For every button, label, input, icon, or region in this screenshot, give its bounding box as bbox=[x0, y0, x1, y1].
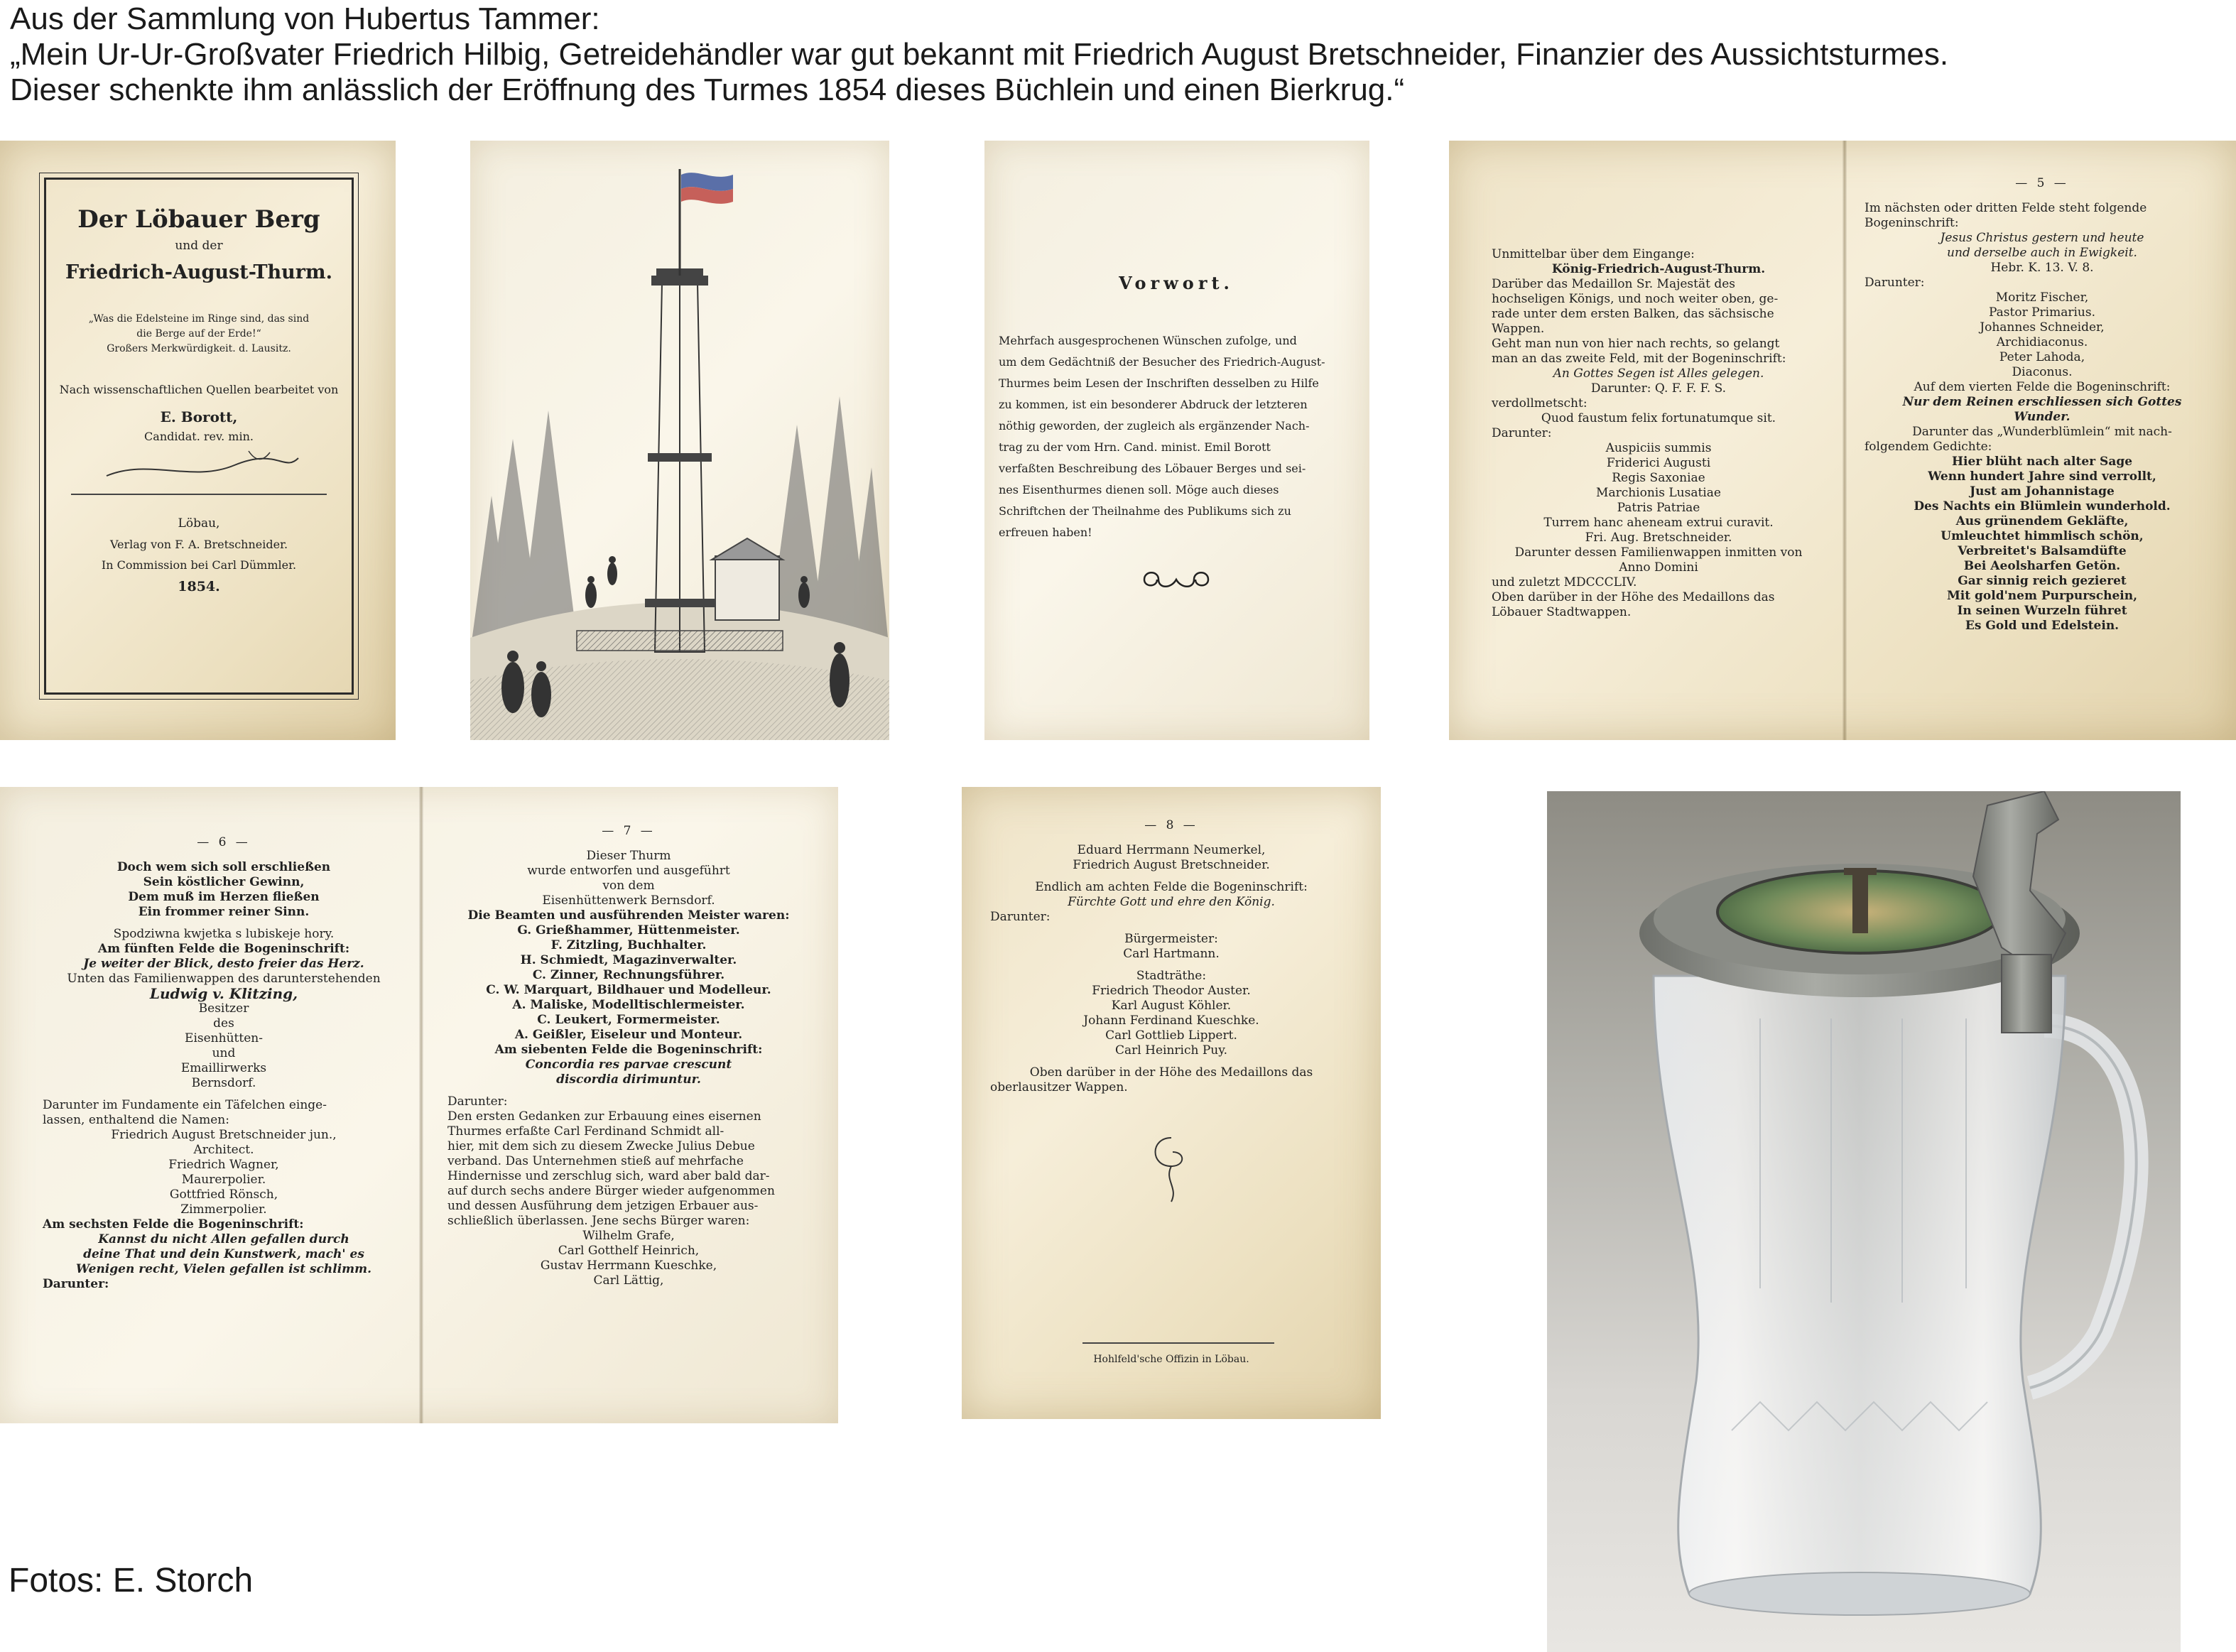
page-line: Darüber das Medaillon Sr. Majestät des bbox=[1492, 277, 1736, 291]
page-line: Bernsdorf. bbox=[191, 1076, 256, 1090]
page-line: discordia dirimuntur. bbox=[556, 1072, 701, 1087]
beer-stein-image bbox=[1547, 791, 2181, 1652]
page-line: und zuletzt MDCCCLIV. bbox=[1492, 575, 1637, 589]
page-line: Gar sinnig reich gezieret bbox=[1958, 574, 2127, 588]
preface-heading: Vorwort. bbox=[1119, 273, 1234, 293]
preface-line: um dem Gedächtniß der Besucher des Friedrich-August- bbox=[999, 355, 1325, 369]
page-line: folgendem Gedichte: bbox=[1865, 440, 1992, 454]
page-line: Umleuchtet himmlisch schön, bbox=[1941, 529, 2144, 543]
page-line: oberlausitzer Wappen. bbox=[990, 1080, 1128, 1094]
page-line: Anno Domini bbox=[1619, 560, 1698, 575]
book-title: Der Löbauer Berg bbox=[77, 205, 320, 234]
page-line: F. Zitzling, Buchhalter. bbox=[550, 938, 707, 952]
page-line: Wunder. bbox=[2014, 410, 2071, 424]
page-line: In seinen Wurzeln führet bbox=[1957, 604, 2127, 618]
page-line: Nur dem Reinen erschliessen sich Gottes bbox=[1902, 395, 2182, 409]
page-line: hier, mit dem sich zu diesem Zwecke Julius Debue bbox=[447, 1139, 755, 1153]
page-line: Regis Saxoniae bbox=[1612, 471, 1705, 485]
page-line: Geht man nun von hier nach rechts, so gelangt bbox=[1492, 337, 1780, 351]
preface-line: erfreuen haben! bbox=[999, 526, 1092, 539]
page-line: Gustav Herrmann Kueschke, bbox=[540, 1259, 717, 1273]
page-line: Spodziwna kwjetka s lubiskeje hory. bbox=[113, 927, 335, 941]
page-line: Wappen. bbox=[1492, 322, 1545, 336]
page-line: und bbox=[212, 1046, 236, 1060]
printer-note-wrap bbox=[990, 1352, 1352, 1367]
page-line: Es Gold und Edelstein. bbox=[1965, 619, 2120, 633]
author-name: E. Borott, bbox=[160, 408, 238, 425]
page-line: Carl Lättig, bbox=[593, 1273, 664, 1288]
commission: In Commission bei Carl Dümmler. bbox=[101, 558, 297, 572]
photo-beer-stein bbox=[1547, 791, 2181, 1652]
page-line: Darunter: bbox=[447, 1094, 508, 1109]
page-line: Just am Johannistage bbox=[1970, 484, 2115, 499]
title-page-text bbox=[50, 205, 348, 594]
page-line: Ein frommer reiner Sinn. bbox=[138, 905, 310, 919]
page-line: Darunter im Fundamente ein Täfelchen einge- bbox=[43, 1098, 327, 1112]
page-5-text bbox=[1865, 176, 2220, 634]
page-line: rade unter dem ersten Balken, das sächsische bbox=[1492, 307, 1774, 321]
page-number: — 5 — bbox=[2015, 176, 2069, 190]
page-line: Darunter: Q. F. F. F. S. bbox=[1590, 381, 1727, 396]
photo-preface-page bbox=[984, 141, 1369, 740]
page-line: Karl August Köhler. bbox=[1111, 999, 1232, 1013]
publisher-place: Löbau, bbox=[178, 516, 220, 531]
page-line: Darunter dessen Familienwappen inmitten von bbox=[1514, 545, 1803, 560]
page-line: verdollmetscht: bbox=[1492, 396, 1588, 411]
page-line: wurde entworfen und ausgeführt bbox=[527, 864, 730, 878]
preface-text bbox=[999, 273, 1354, 594]
page-line: und dessen Ausführung dem jetzigen Erbauer aus- bbox=[447, 1199, 759, 1213]
page-line: H. Schmiedt, Magazinverwalter. bbox=[520, 953, 737, 967]
page-line: Auspiciis summis bbox=[1605, 441, 1712, 455]
page-line: Carl Gottlieb Lippert. bbox=[1105, 1028, 1237, 1043]
page-line: Die Beamten und ausführenden Meister waren: bbox=[467, 908, 790, 923]
page-line: Oben darüber in der Höhe des Medaillons das bbox=[1029, 1065, 1313, 1080]
caption-line-3: Dieser schenkte ihm anlässlich der Eröffnung des Turmes 1854 dieses Büchlein und einen Bierkrug.“ bbox=[10, 72, 1405, 107]
page-line: Darunter das „Wunderblümlein“ mit nach- bbox=[1912, 425, 2172, 439]
page-line: Verbreitet's Balsamdüfte bbox=[1958, 544, 2127, 558]
page-line: Friedrich Wagner, bbox=[168, 1158, 279, 1172]
page-line: Sein köstlicher Gewinn, bbox=[143, 875, 305, 889]
page-4-text bbox=[1492, 247, 1825, 620]
page-line: Hier blüht nach alter Sage bbox=[1951, 455, 2133, 469]
page-line: hochseligen Königs, und noch weiter oben, ge- bbox=[1492, 292, 1779, 306]
page-line: Unmittelbar über dem Eingange: bbox=[1492, 247, 1695, 261]
page-line: Friedrich August Bretschneider jun., bbox=[111, 1128, 337, 1142]
preface-line: Schriftchen der Theilnahme des Publikums sich zu bbox=[999, 504, 1291, 518]
page-line: Besitzer bbox=[198, 1001, 249, 1016]
page-line: Peter Lahoda, bbox=[1999, 350, 2085, 364]
page-line: Darunter: bbox=[990, 910, 1051, 924]
page-line: Friderici Augusti bbox=[1606, 456, 1711, 470]
page-line: Aus grünendem Gekläfte, bbox=[1955, 514, 2129, 528]
book-und: und der bbox=[175, 239, 223, 253]
page-line: Architect. bbox=[193, 1143, 254, 1157]
page-line: Darunter: bbox=[1865, 276, 1925, 290]
page-line: Carl Gotthelf Heinrich, bbox=[558, 1244, 700, 1258]
photo-tower-engraving bbox=[470, 141, 889, 740]
page-line: Eisenhüttenwerk Bernsdorf. bbox=[542, 893, 715, 908]
photo-credit: Fotos: E. Storch bbox=[9, 1562, 254, 1599]
page-line: Am fünften Felde die Bogeninschrift: bbox=[97, 942, 350, 956]
page-line: Thurmes erfaßte Carl Ferdinand Schmidt all- bbox=[447, 1124, 724, 1139]
motto-line-1: „Was die Edelsteine im Ringe sind, das sind bbox=[88, 313, 310, 325]
page-line: Carl Hartmann. bbox=[1123, 947, 1220, 961]
page-line: Ludwig v. Klitzing, bbox=[149, 985, 298, 1002]
preface-line: trag zu der vom Hrn. Cand. minist. Emil Borott bbox=[999, 440, 1271, 454]
preface-line: verfaßten Beschreibung des Löbauer Berges und sei- bbox=[999, 462, 1306, 475]
page-line: lassen, enthaltend die Namen: bbox=[43, 1113, 229, 1127]
page-line: Dem muß im Herzen fließen bbox=[128, 890, 320, 904]
page-line: man an das zweite Feld, mit der Bogeninschrift: bbox=[1492, 352, 1786, 366]
page-line: Patris Patriae bbox=[1617, 501, 1700, 515]
page-line: Quod faustum felix fortunatumque sit. bbox=[1541, 411, 1776, 425]
page-line: Wilhelm Grafe, bbox=[582, 1229, 675, 1243]
page-line: Doch wem sich soll erschließen bbox=[116, 860, 331, 874]
page-line: Jesus Christus gestern und heute bbox=[1940, 231, 2144, 245]
page-line: Unten das Familienwappen des darunterstehenden bbox=[67, 972, 381, 986]
page-line: Oben darüber in der Höhe des Medaillons das bbox=[1492, 590, 1775, 604]
page-line: Darunter: bbox=[43, 1277, 109, 1291]
author-title: Candidat. rev. min. bbox=[144, 430, 254, 443]
page-line: Turrem hanc aheneam extrui curavit. bbox=[1543, 516, 1774, 530]
page-8-text bbox=[990, 818, 1352, 1212]
page-line: Moritz Fischer, bbox=[1995, 290, 2089, 305]
page-line: Stadträthe: bbox=[1136, 969, 1207, 983]
page-line: Dieser Thurm bbox=[586, 849, 671, 863]
source-note: Nach wissenschaftlichen Quellen bearbeitet von bbox=[59, 383, 339, 396]
motto-line-2: die Berge auf der Erde!“ bbox=[136, 328, 261, 339]
page-line: C. Leukert, Formermeister. bbox=[537, 1013, 720, 1027]
page-line: A. Geißler, Eiseleur und Monteur. bbox=[514, 1028, 743, 1042]
ornament-icon bbox=[1143, 1131, 1200, 1209]
page-number: — 6 — bbox=[197, 835, 251, 849]
caption-line-2: „Mein Ur-Ur-Großvater Friedrich Hilbig, Getreidehändler war gut bekannt mit Friedrich August Bretschneider, Finanzier des Aussichtsturmes. bbox=[10, 37, 1949, 72]
preface-line: nes Eisenthurmes dienen soll. Möge auch dieses bbox=[999, 483, 1279, 496]
page-line: verband. Das Unternehmen stieß auf mehrfache bbox=[447, 1154, 744, 1168]
preface-line: Thurmes beim Lesen der Inschriften desselben zu Hilfe bbox=[999, 376, 1319, 390]
page-line: C. Zinner, Rechnungsführer. bbox=[532, 968, 725, 982]
photo-title-page bbox=[0, 141, 396, 740]
page-line: Friedrich Theodor Auster. bbox=[1092, 984, 1251, 998]
book-spine bbox=[419, 787, 423, 1423]
page-number: — 8 — bbox=[1144, 818, 1198, 832]
page-line: Pastor Primarius. bbox=[1988, 305, 2096, 320]
page-line: Carl Heinrich Puy. bbox=[1115, 1043, 1227, 1058]
page-line: Fürchte Gott und ehre den König. bbox=[1068, 895, 1275, 909]
page-line: Zimmerpolier. bbox=[180, 1202, 267, 1217]
page-line: Bogeninschrift: bbox=[1865, 216, 1959, 230]
printer-note: Hohlfeld'sche Offizin in Löbau. bbox=[1093, 1354, 1249, 1365]
page-line: Am sechsten Felde die Bogeninschrift: bbox=[43, 1217, 304, 1232]
page-line: Hindernisse und zerschlug sich, ward aber bald dar- bbox=[447, 1169, 770, 1183]
tower-engraving-image bbox=[470, 141, 889, 740]
page-line: Concordia res parvae crescunt bbox=[525, 1058, 732, 1072]
page-line: Mit gold'nem Purpurschein, bbox=[1946, 589, 2138, 603]
page-line: Gottfried Rönsch, bbox=[169, 1188, 278, 1202]
page-line: Bei Aeolsharfen Getön. bbox=[1963, 559, 2121, 573]
page-line: Endlich am achten Felde die Bogeninschrift: bbox=[1035, 880, 1308, 894]
caption-block bbox=[10, 1, 2226, 108]
page-line: von dem bbox=[602, 879, 655, 893]
page-line: C. W. Marquart, Bildhauer und Modelleur. bbox=[486, 983, 771, 997]
page-line: schließlich überlassen. Jene sechs Bürger waren: bbox=[447, 1214, 750, 1228]
page-line: Marchionis Lusatiae bbox=[1596, 486, 1721, 500]
page-line: auf durch sechs andere Bürger wieder aufgenommen bbox=[447, 1184, 775, 1198]
page-line: Des Nachts ein Blümlein wunderhold. bbox=[1914, 499, 2171, 513]
page-line: Je weiter der Blick, desto freier das Herz. bbox=[83, 957, 364, 971]
page-line: Emaillirwerks bbox=[180, 1061, 267, 1075]
preface-line: zu kommen, ist ein besonderer Abdruck der letzteren bbox=[999, 398, 1308, 411]
page-line: und derselbe auch in Ewigkeit. bbox=[1947, 246, 2137, 260]
page-6-text bbox=[43, 835, 405, 1292]
book-spine bbox=[1842, 141, 1847, 740]
page-line: Diaconus. bbox=[2012, 365, 2073, 379]
page-line: König-Friedrich-August-Thurm. bbox=[1551, 262, 1766, 276]
photo-spread-pages-4-5 bbox=[1449, 141, 2236, 740]
page-line: Wenigen recht, Vielen gefallen ist schlimm. bbox=[75, 1262, 372, 1276]
publisher: Verlag von F. A. Bretschneider. bbox=[109, 538, 288, 551]
page-line: Auf dem vierten Felde die Bogeninschrift: bbox=[1914, 380, 2171, 394]
page-line: Löbauer Stadtwappen. bbox=[1492, 605, 1632, 619]
preface-line: nöthig geworden, der zugleich als ergänzender Nach- bbox=[999, 419, 1310, 433]
ornament-icon bbox=[1137, 567, 1215, 592]
page-line: Fri. Aug. Bretschneider. bbox=[1585, 531, 1732, 545]
book-subtitle: Friedrich-August-Thurm. bbox=[65, 261, 333, 283]
page-line: Kannst du nicht Allen gefallen durch bbox=[98, 1232, 349, 1246]
page-line: Eisenhütten- bbox=[185, 1031, 263, 1045]
photo-spread-pages-6-7 bbox=[0, 787, 838, 1423]
page-line: Am siebenten Felde die Bogeninschrift: bbox=[494, 1043, 763, 1057]
page-line: A. Maliske, Modelltischlermeister. bbox=[512, 998, 745, 1012]
page-line: Darunter: bbox=[1492, 426, 1552, 440]
page-line: Im nächsten oder dritten Felde steht folgende bbox=[1865, 201, 2147, 215]
page-line: Hebr. K. 13. V. 8. bbox=[1990, 261, 2094, 275]
page-line: Wenn hundert Jahre sind verrollt, bbox=[1928, 469, 2156, 484]
page-number: — 7 — bbox=[602, 824, 656, 838]
page-line: An Gottes Segen ist Alles gelegen. bbox=[1553, 366, 1764, 381]
page-line: Friedrich August Bretschneider. bbox=[1073, 858, 1270, 872]
publication-year: 1854. bbox=[178, 579, 220, 594]
page-line: deine That und dein Kunstwerk, mach' es bbox=[83, 1247, 364, 1261]
page-line: des bbox=[213, 1016, 234, 1031]
preface-line: Mehrfach ausgesprochenen Wünschen zufolge, und bbox=[999, 334, 1297, 347]
motto-source: Großers Merkwürdigkeit. d. Lausitz. bbox=[107, 343, 291, 354]
page-line: Johannes Schneider, bbox=[1980, 320, 2105, 335]
page-line: Archidiaconus. bbox=[1996, 335, 2088, 349]
page-line: Den ersten Gedanken zur Erbauung eines eisernen bbox=[447, 1109, 761, 1124]
caption-line-1: Aus der Sammlung von Hubertus Tammer: bbox=[10, 1, 600, 36]
page-line: Eduard Herrmann Neumerkel, bbox=[1077, 843, 1266, 857]
page-line: Maurerpolier. bbox=[181, 1173, 266, 1187]
printer-rule bbox=[1082, 1342, 1274, 1344]
page-7-text bbox=[447, 824, 810, 1288]
page-line: G. Grießhammer, Hüttenmeister. bbox=[517, 923, 740, 938]
photo-page-8 bbox=[962, 787, 1381, 1419]
page-line: Bürgermeister: bbox=[1124, 932, 1218, 946]
page-line: Johann Ferdinand Kueschke. bbox=[1083, 1014, 1259, 1028]
signature-icon bbox=[92, 444, 305, 487]
